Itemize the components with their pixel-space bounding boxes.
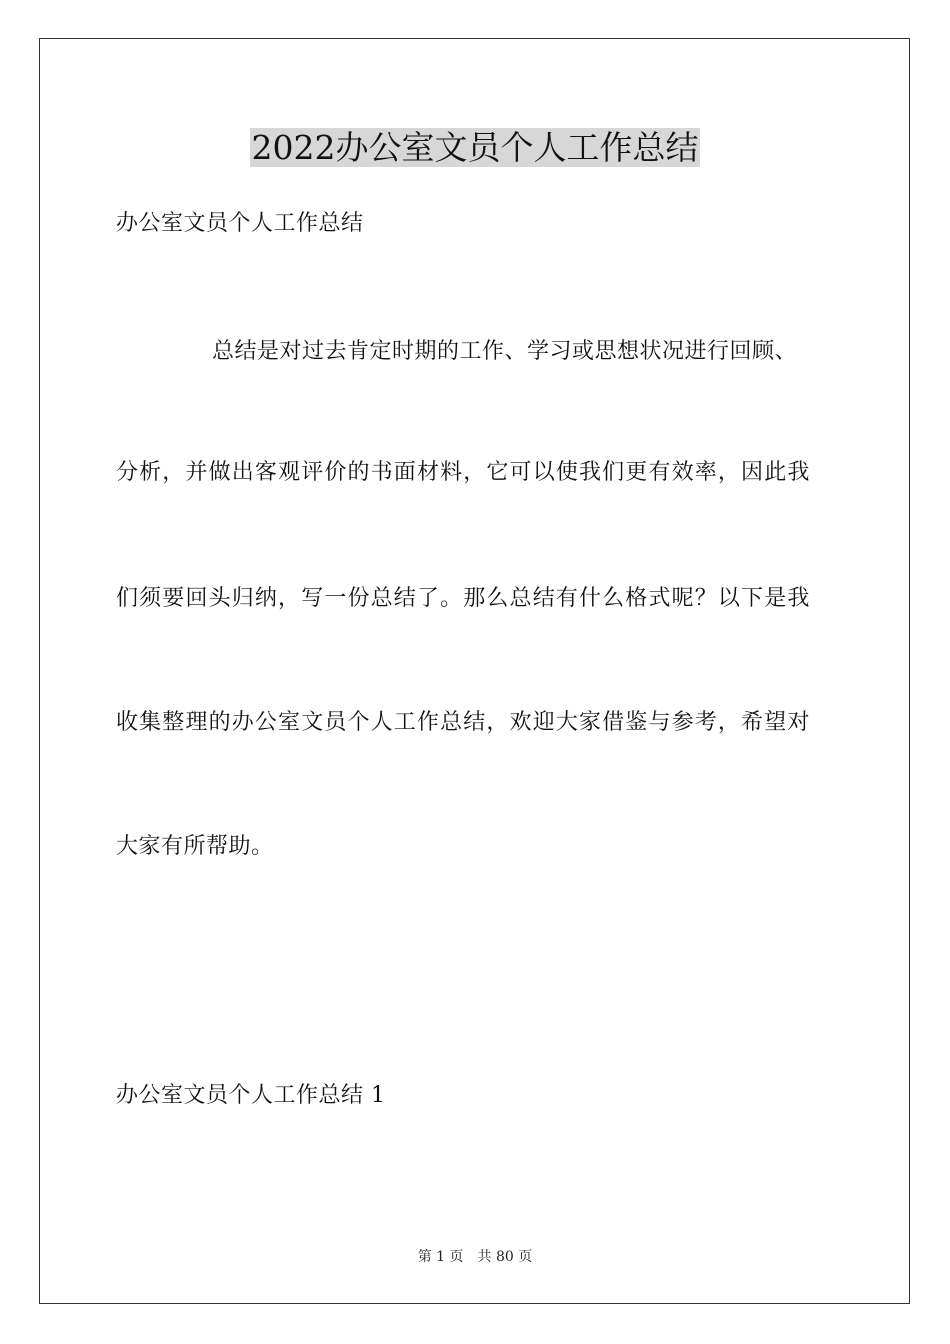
paragraph-line-3: 们须要回头归纳，写一份总结了。那么总结有什么格式呢？以下是我 (116, 586, 811, 611)
document-title-text: 2022办公室文员个人工作总结 (251, 128, 699, 167)
paragraph-line-5: 大家有所帮助。 (116, 834, 274, 859)
paragraph-line-4: 收集整理的办公室文员个人工作总结，欢迎大家借鉴与参考，希望对 (116, 710, 811, 735)
paragraph-line-2: 分析，并做出客观评价的书面材料，它可以使我们更有效率，因此我 (116, 460, 811, 485)
document-title (0, 122, 950, 174)
page-number: 第 1 页 (417, 1249, 464, 1265)
document-subtitle: 办公室文员个人工作总结 (116, 211, 364, 236)
page-footer (0, 1247, 950, 1267)
page-total: 共 80 页 (477, 1249, 533, 1265)
section-heading: 办公室文员个人工作总结 1 (116, 1083, 386, 1108)
paragraph-line-1: 总结是对过去肯定时期的工作、学习或思想状况进行回顾、 (212, 339, 798, 364)
